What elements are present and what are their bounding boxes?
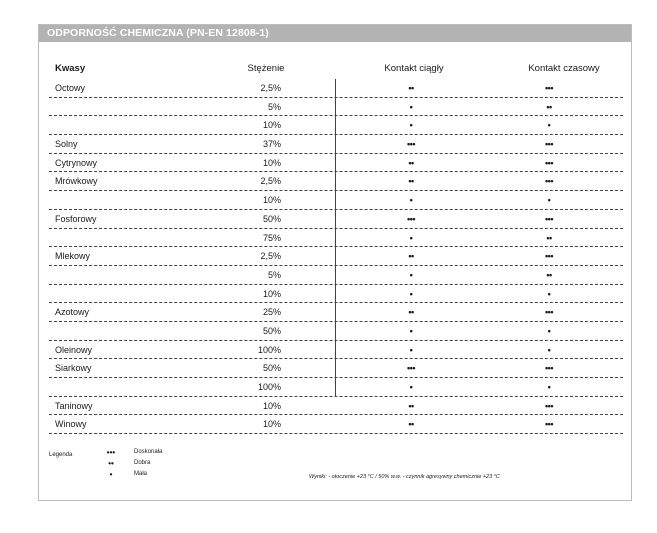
header-concentration: Stężenie [247,63,285,74]
acid-cell: Azotowy [55,307,90,318]
concentration-cell: 37% [262,139,281,150]
table-row [49,415,623,434]
section-title: ODPORNOŚĆ CHEMICZNA (PN-EN 12808-1) [39,25,631,42]
continuous-rating-cell: • [409,344,413,355]
temporary-rating-cell: • [547,288,551,299]
temporary-rating-cell: • [547,120,551,131]
table-row [49,322,623,341]
column-divider [335,79,336,397]
concentration-cell: 10% [262,120,281,131]
continuous-rating-cell: •• [408,83,414,93]
concentration-cell: 10% [262,157,281,168]
continuous-rating-cell: • [409,120,413,131]
table-row [49,359,623,378]
continuous-rating-cell: • [409,382,413,392]
temporary-rating-cell: ••• [545,139,553,150]
results-note: Wyniki: - otoczenie +23 °C / 50% w.w. - czynnik agresywny chemicznie +23 °C [309,474,500,480]
acid-cell: Oleinowy [55,344,93,355]
table-row [49,397,623,416]
table-row [49,247,623,266]
table-row [49,154,623,173]
continuous-rating-cell: ••• [407,139,415,150]
table-row [49,378,623,397]
concentration-cell: 50% [262,363,281,374]
concentration-cell: 50% [262,325,281,336]
legend-label: Doskonała [134,449,163,455]
concentration-cell: 10% [262,400,281,411]
table-row [49,79,623,98]
continuous-rating-cell: •• [408,400,414,411]
concentration-cell: 100% [257,382,281,392]
acid-cell: Solny [55,139,78,150]
concentration-cell: 10% [262,195,281,206]
table-row [49,285,623,304]
table-row [49,116,623,135]
temporary-rating-cell: ••• [545,213,553,224]
temporary-rating-cell: • [547,325,551,336]
temporary-rating-cell: ••• [545,307,553,318]
continuous-rating-cell: •• [408,157,414,168]
header-temporary-contact: Kontakt czasowy [528,63,600,74]
table-row [49,303,623,322]
table-header-row [49,59,623,79]
table-row [49,172,623,191]
continuous-rating-cell: ••• [407,213,415,224]
legend-label: Mała [134,471,148,477]
temporary-rating-cell: • [547,344,551,355]
header-acid: Kwasy [55,63,86,74]
concentration-cell: 10% [262,288,281,299]
concentration-cell: 50% [262,213,281,224]
continuous-rating-cell: • [409,325,413,336]
concentration-cell: 2,5% [260,176,281,187]
continuous-rating-cell: •• [408,251,414,262]
temporary-rating-cell: •• [546,101,552,112]
table-row [49,191,623,210]
table-body [49,79,623,434]
acid-cell: Taninowy [55,400,93,411]
continuous-rating-cell: • [409,232,413,243]
header-continuous-contact: Kontakt ciągły [384,63,444,74]
concentration-cell: 2,5% [260,251,281,262]
concentration-cell: 5% [267,101,281,112]
legend-title: Legenda [49,452,73,458]
concentration-cell: 10% [262,419,281,430]
table-row [49,210,623,229]
concentration-cell: 100% [257,344,281,355]
temporary-rating-cell: •• [546,269,552,280]
temporary-rating-cell: ••• [545,419,553,430]
chemical-resistance-panel [38,24,632,501]
continuous-rating-cell: •• [408,419,414,430]
continuous-rating-cell: • [409,195,413,206]
legend-symbol: ••• [106,448,116,457]
legend-label: Dobra [134,460,151,466]
concentration-cell: 75% [262,232,281,243]
continuous-rating-cell: •• [408,176,414,187]
table-row [49,229,623,248]
temporary-rating-cell: • [547,195,551,206]
continuous-rating-cell: ••• [407,363,415,374]
legend-symbol: •• [108,459,114,468]
table-row [49,266,623,285]
acid-cell: Mrówkowy [55,176,98,187]
temporary-rating-cell: ••• [545,363,553,374]
resistance-table [49,59,623,434]
temporary-rating-cell: ••• [545,83,553,93]
acid-cell: Siarkowy [55,363,92,374]
concentration-cell: 2,5% [260,83,281,93]
temporary-rating-cell: •• [546,232,552,243]
continuous-rating-cell: • [409,101,413,112]
temporary-rating-cell: ••• [545,157,553,168]
temporary-rating-cell: • [547,382,551,392]
legend-symbol: • [109,470,113,479]
acid-cell: Winowy [55,419,87,430]
acid-cell: Mlekowy [55,251,91,262]
continuous-rating-cell: •• [408,307,414,318]
table-row [49,341,623,360]
table-row [49,98,623,117]
continuous-rating-cell: • [409,288,413,299]
temporary-rating-cell: ••• [545,400,553,411]
table-row [49,135,623,154]
concentration-cell: 25% [262,307,281,318]
acid-cell: Cytrynowy [55,157,98,168]
temporary-rating-cell: ••• [545,251,553,262]
continuous-rating-cell: • [409,269,413,280]
concentration-cell: 5% [267,269,281,280]
temporary-rating-cell: ••• [545,176,553,187]
acid-cell: Fosforowy [55,213,97,224]
acid-cell: Octowy [55,83,86,93]
